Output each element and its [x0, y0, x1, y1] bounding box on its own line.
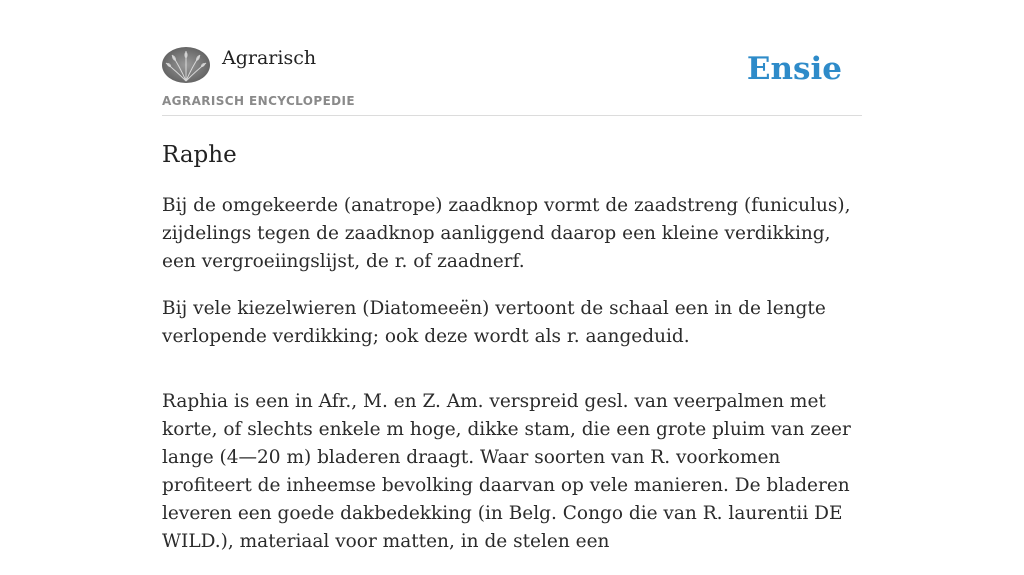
paragraph: Bij de omgekeerde (anatrope) zaadknop vormt de zaadstreng (funiculus), zijdelings tegen de zaadknop aanliggend daarop een kleine verdikking, een vergroeiingslijst, de r. of zaadnerf. [162, 195, 851, 272]
source-subtitle[interactable]: AGRARISCH ENCYCLOPEDIE [162, 94, 355, 108]
wheat-icon[interactable] [162, 47, 210, 83]
source-name[interactable]: Agrarisch [222, 47, 317, 69]
paragraph: Raphia is een in Afr., M. en Z. Am. verspreid gesl. van veerpalmen met korte, of slechts enkele m hoge, dikke stam, die een grote pluim van zeer lange (4—20 m) bladeren draagt. Waar soorten van R. voorkomen profiteert de inheemse bevolking daarvan op vele manieren. De bladeren leveren een goede dakbedekking (in Belg. Congo die van R. laurentii DE WILD.), materiaal voor matten, in de stelen een [162, 391, 851, 552]
paragraph: Bij vele kiezelwieren (Diatomeeën) vertoont de schaal een in de lengte verlopende verdikking; ook deze wordt als r. aangeduid. [162, 298, 826, 347]
page [162, 0, 862, 552]
header [162, 0, 862, 116]
page-title: Raphe [162, 142, 237, 168]
brand-logo[interactable]: Ensie [746, 51, 842, 87]
article-body [162, 192, 862, 575]
